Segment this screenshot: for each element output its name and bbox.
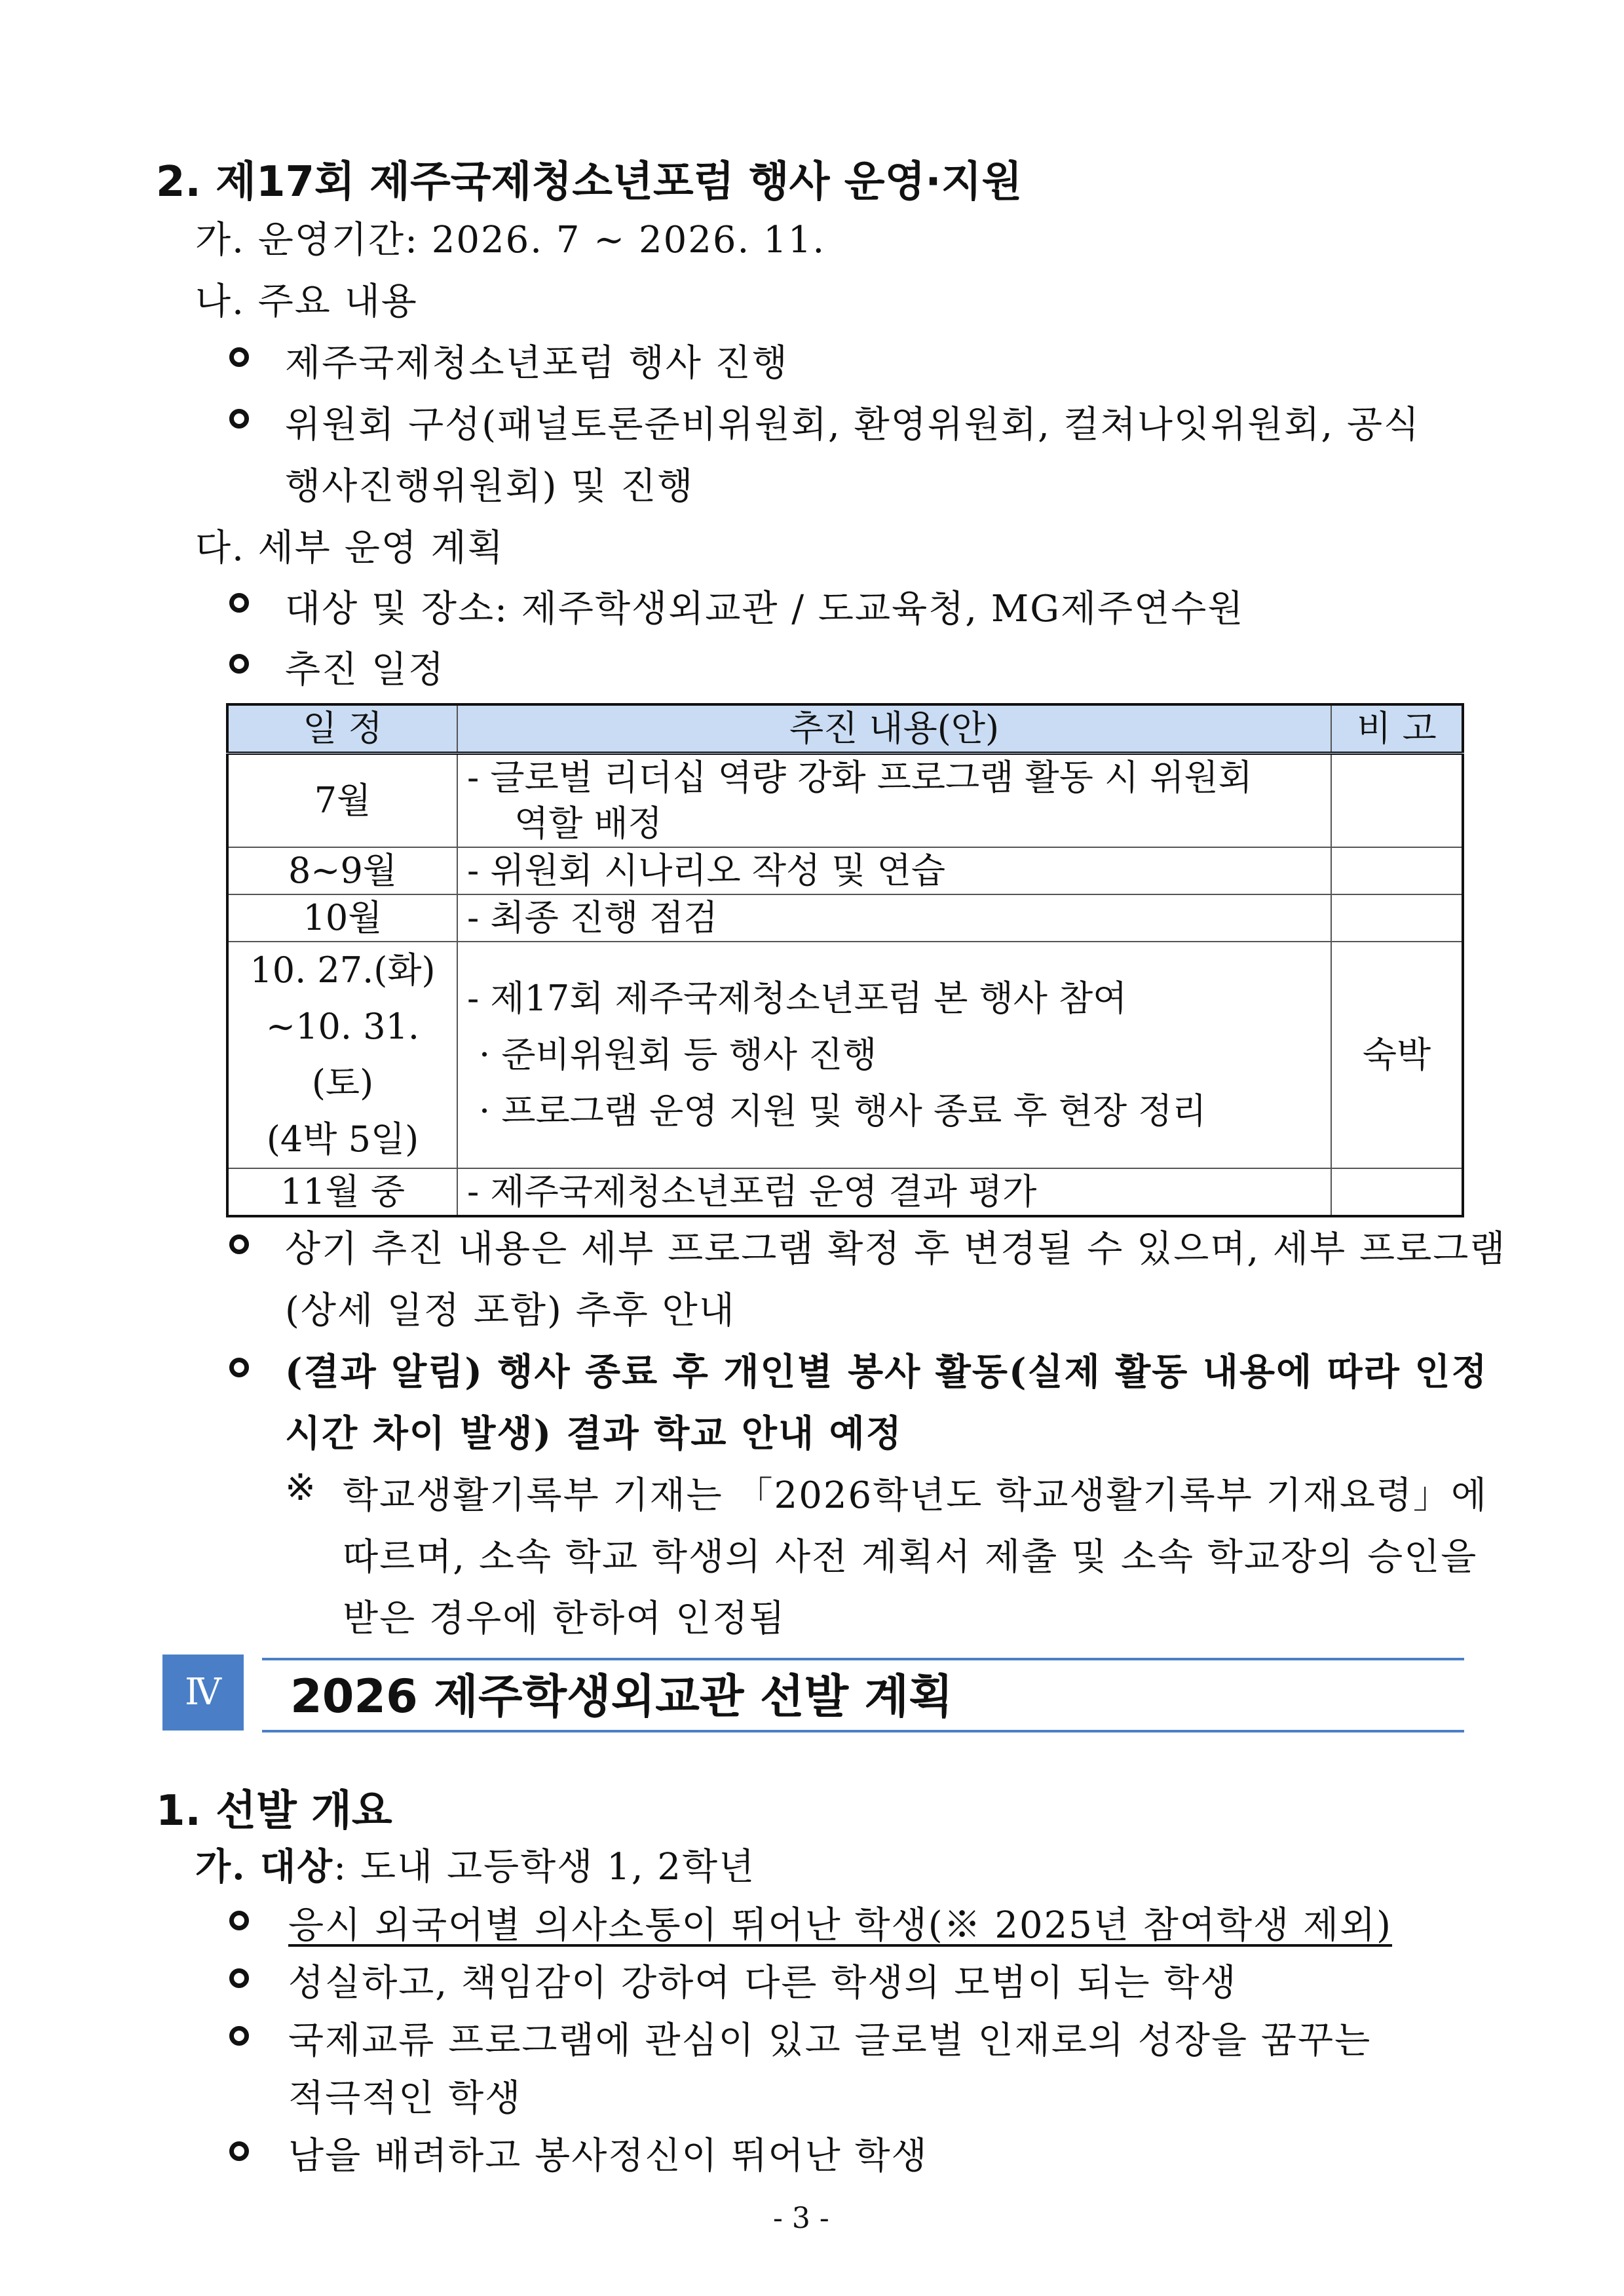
criteria-text: 남을 배려하고 봉사정신이 뛰어난 학생 <box>288 2135 928 2177</box>
content-line: - 제17회 제주국제청소년포럼 본 행사 참여 <box>467 978 1127 1019</box>
content-line: · 준비위원회 등 행사 진행 <box>479 1034 877 1075</box>
row-content <box>457 942 1331 1168</box>
row-date: 10월 <box>227 894 457 942</box>
note-text: 상기 추진 내용은 세부 프로그램 확정 후 변경될 수 있으며, 세부 프로그램 <box>285 1228 1507 1271</box>
section-bottom-rule <box>262 1730 1464 1732</box>
note-text-continued: (상세 일정 포함) 추후 안내 <box>285 1290 736 1332</box>
date-line: ~10. 31.(토) <box>265 1006 420 1103</box>
circle-bullet-icon <box>229 347 249 367</box>
header-content: 추진 내용(안) <box>457 704 1331 754</box>
date-line: 10. 27.(화) <box>250 949 436 991</box>
bullet-text: 위원회 구성(패널토론준비위원회, 환영위원회, 컬쳐나잇위원회, 공식 <box>285 404 1421 446</box>
row-note <box>1331 894 1463 942</box>
content-line: 역할 배정 <box>514 803 662 844</box>
circle-bullet-icon <box>229 1358 249 1377</box>
row-content <box>457 754 1331 848</box>
content-line: · 프로그램 운영 지원 및 행사 종료 후 현장 정리 <box>479 1090 1207 1132</box>
bullet-text: 대상 및 장소: 제주학생외교관 / 도교육청, MG제주연수원 <box>285 588 1245 630</box>
selection-heading: 1. 선발 개요 <box>156 1787 392 1835</box>
table-row <box>227 894 1463 942</box>
row-date: 8~9월 <box>227 847 457 894</box>
section-heading: 2. 제17회 제주국제청소년포럼 행사 운영·지원 <box>156 158 1023 206</box>
table-row <box>227 1168 1463 1216</box>
detail-plan-label: 다. 세부 운영 계획 <box>195 527 504 569</box>
bullet-text-continued: 행사진행위원회) 및 진행 <box>285 465 694 508</box>
header-date: 일 정 <box>227 704 457 754</box>
row-date: 11월 중 <box>227 1168 457 1216</box>
circle-bullet-icon <box>229 409 249 429</box>
section-number-box: Ⅳ <box>162 1655 244 1731</box>
criteria-text: 국제교류 프로그램에 관심이 있고 글로벌 인재로의 성장을 꿈꾸는 <box>288 2019 1372 2062</box>
header-note: 비 고 <box>1331 704 1463 754</box>
reference-mark: ※ <box>285 1466 317 1509</box>
criteria-text: 성실하고, 책임감이 강하여 다른 학생의 모범이 되는 학생 <box>288 1962 1237 2004</box>
target-text: : 도내 고등학생 1, 2학년 <box>333 1846 756 1888</box>
row-content: - 최종 진행 점검 <box>457 894 1331 942</box>
result-notice-text: (결과 알림) 행사 종료 후 개인별 봉사 활동(실제 활동 내용에 따라 인정 <box>285 1350 1488 1394</box>
row-note <box>1331 1168 1463 1216</box>
row-date: 7월 <box>227 754 457 848</box>
result-notice-text-continued: 시간 차이 발생) 결과 학교 안내 예정 <box>285 1412 903 1455</box>
row-note <box>1331 754 1463 848</box>
reference-text: 따르며, 소속 학교 학생의 사전 계획서 제출 및 소속 학교장의 승인을 <box>343 1536 1478 1578</box>
circle-bullet-icon <box>229 1234 249 1254</box>
circle-bullet-icon <box>229 1968 249 1988</box>
table-row <box>227 942 1463 1168</box>
row-note <box>1331 847 1463 894</box>
row-note: 숙박 <box>1331 942 1463 1168</box>
circle-bullet-icon <box>229 2026 249 2046</box>
circle-bullet-icon <box>229 654 249 674</box>
target-line <box>195 1838 755 1890</box>
row-content: - 제주국제청소년포럼 운영 결과 평가 <box>457 1168 1331 1216</box>
row-content: - 위원회 시나리오 작성 및 연습 <box>457 847 1331 894</box>
page-number: - 3 - <box>773 2202 829 2235</box>
criteria-text-continued: 적극적인 학생 <box>288 2077 522 2120</box>
table-row <box>227 847 1463 894</box>
reference-text: 받은 경우에 한하여 인정됨 <box>343 1598 786 1640</box>
circle-bullet-icon <box>229 593 249 613</box>
operation-period: 가. 운영기간: 2026. 7 ~ 2026. 11. <box>195 219 826 261</box>
row-date <box>227 942 457 1168</box>
target-label: 가. 대상 <box>195 1845 334 1888</box>
section-title: 2026 제주학생외교관 선발 계획 <box>290 1670 953 1723</box>
bullet-text: 추진 일정 <box>285 649 445 691</box>
schedule-table <box>226 703 1464 1217</box>
date-line: (4박 5일) <box>266 1119 419 1160</box>
table-row <box>227 754 1463 848</box>
circle-bullet-icon <box>229 1911 249 1930</box>
criteria-text: 응시 외국어별 의사소통이 뛰어난 학생(※ 2025년 참여학생 제외) <box>288 1904 1393 1947</box>
main-content-label: 나. 주요 내용 <box>195 280 418 323</box>
content-line: - 글로벌 리더십 역량 강화 프로그램 활동 시 위원회 <box>467 757 1253 798</box>
circle-bullet-icon <box>229 2141 249 2161</box>
bullet-text: 제주국제청소년포럼 행사 진행 <box>285 342 789 385</box>
table-header-row <box>227 704 1463 754</box>
reference-text: 학교생활기록부 기재는 「2026학년도 학교생활기록부 기재요령」에 <box>343 1474 1488 1517</box>
